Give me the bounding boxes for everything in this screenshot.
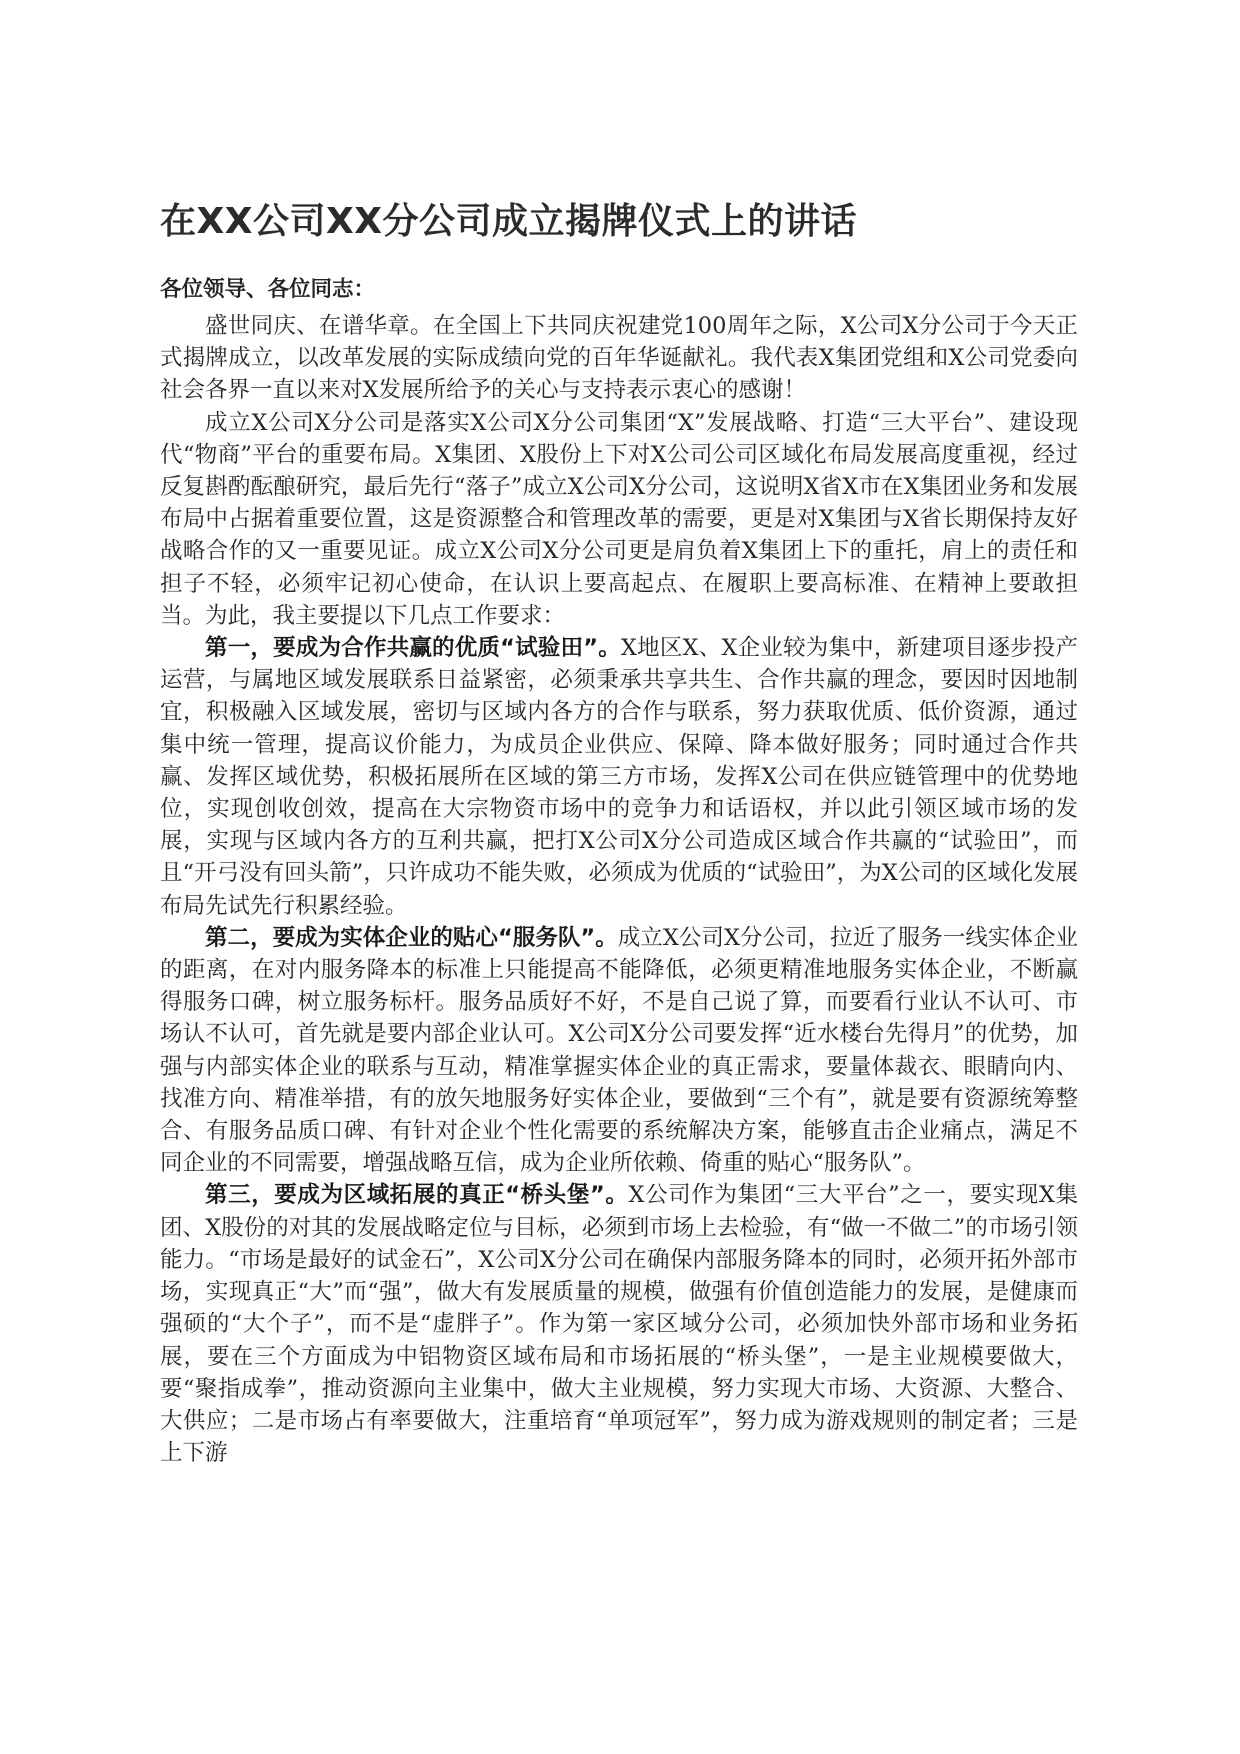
paragraph-lead: 第一，要成为合作共赢的优质“试验田”。 <box>205 635 621 662</box>
paragraph-intro <box>160 310 1078 407</box>
paragraph-background <box>160 407 1078 632</box>
paragraph-text: 盛世同庆、在谱华章。在全国上下共同庆祝建党100周年之际，X公司X分公司于今天正式揭牌成立，以改革发展的实际成绩向党的百年华诞献礼。我代表X集团党组和X公司党委向社会各界一直以来对X发展所给予的关心与支持表示衷心的感谢！ <box>160 313 1078 404</box>
paragraph-point-two <box>160 922 1078 1180</box>
paragraph-lead: 第二，要成为实体企业的贴心“服务队”。 <box>205 924 618 951</box>
salutation: 各位领导、各位同志： <box>160 277 376 302</box>
paragraph-text: 成立X公司X分公司是落实X公司X分公司集团“X”发展战略、打造“三大平台”、建设现代“物商”平台的重要布局。X集团、X股份上下对X公司公司区域化布局发展高度重视，经过反复斟酌酝酿研究，最后先行“落子”成立X公司X分公司，这说明X省X市在X集团业务和发展布局中占据着重要位置，这是资源整合和管理改革的需要，更是对X集团与X省长期保持友好战略合作的又一重要见证。成立X公司X分公司更是肩负着X集团上下的重托，肩上的责任和担子不轻，必须牢记初心使命，在认识上要高起点、在履职上要高标准、在精神上要敢担当。为此，我主要提以下几点工作要求： <box>160 409 1078 629</box>
paragraph-point-three <box>160 1179 1078 1469</box>
paragraph-text: X地区X、X企业较为集中，新建项目逐步投产运营，与属地区域发展联系日益紧密，必须秉承共享共生、合作共赢的理念，要因时因地制宜，积极融入区域发展，密切与区域内各方的合作与联系，努力获取优质、低价资源，通过集中统一管理，提高议价能力，为成员企业供应、保障、降本做好服务；同时通过合作共赢、发挥区域优势，积极拓展所在区域的第三方市场，发挥X公司在供应链管理中的优势地位，实现创收创效，提高在大宗物资市场中的竞争力和话语权，并以此引领区域市场的发展，实现与区域内各方的互利共赢，把打X公司X分公司造成区域合作共赢的“试验田”，而且“开弓没有回头箭”，只许成功不能失败，必须成为优质的“试验田”，为X公司的区域化发展布局先试先行积累经验。 <box>160 635 1078 919</box>
paragraph-text: X公司作为集团“三大平台”之一，要实现X集团、X股份的对其的发展战略定位与目标，必须到市场上去检验，有“做一不做二”的市场引领能力。“市场是最好的试金石”，X公司X分公司在确保内部服务降本的同时，必须开拓外部市场，实现真正“大”而“强”，做大有发展质量的规模，做强有价值创造能力的发展，是健康而强硕的“大个子”，而不是“虚胖子”。作为第一家区域分公司，必须加快外部市场和业务拓展，要在三个方面成为中铝物资区域布局和市场拓展的“桥头堡”，一是主业规模要做大，要“聚指成拳”，推动资源向主业集中，做大主业规模，努力实现大市场、大资源、大整合、大供应；二是市场占有率要做大，注重培育“单项冠军”，努力成为游戏规则的制定者；三是上下游 <box>160 1182 1078 1467</box>
document-title: 在XX公司XX分公司成立揭牌仪式上的讲话 <box>160 201 858 242</box>
document-page <box>160 196 1078 1469</box>
paragraph-text: 成立X公司X分公司，拉近了服务一线实体企业的距离，在对内服务降本的标准上只能提高不能降低，必须更精准地服务实体企业，不断赢得服务口碑，树立服务标杆。服务品质好不好，不是自己说了算，而要看行业认不认可、市场认不认可，首先就是要内部企业认可。X公司X分公司要发挥“近水楼台先得月”的优势，加强与内部实体企业的联系与互动，精准掌握实体企业的真正需求，要量体裁衣、眼睛向内、找准方向、精准举措，有的放矢地服务好实体企业，要做到“三个有”，就是要有资源统筹整合、有服务品质口碑、有针对企业个性化需要的系统解决方案，能够直击企业痛点，满足不同企业的不同需要，增强战略互信，成为企业所依赖、倚重的贴心“服务队”。 <box>160 924 1078 1177</box>
paragraph-lead: 第三，要成为区域拓展的真正“桥头堡”。 <box>205 1182 629 1209</box>
paragraph-point-one <box>160 632 1078 922</box>
